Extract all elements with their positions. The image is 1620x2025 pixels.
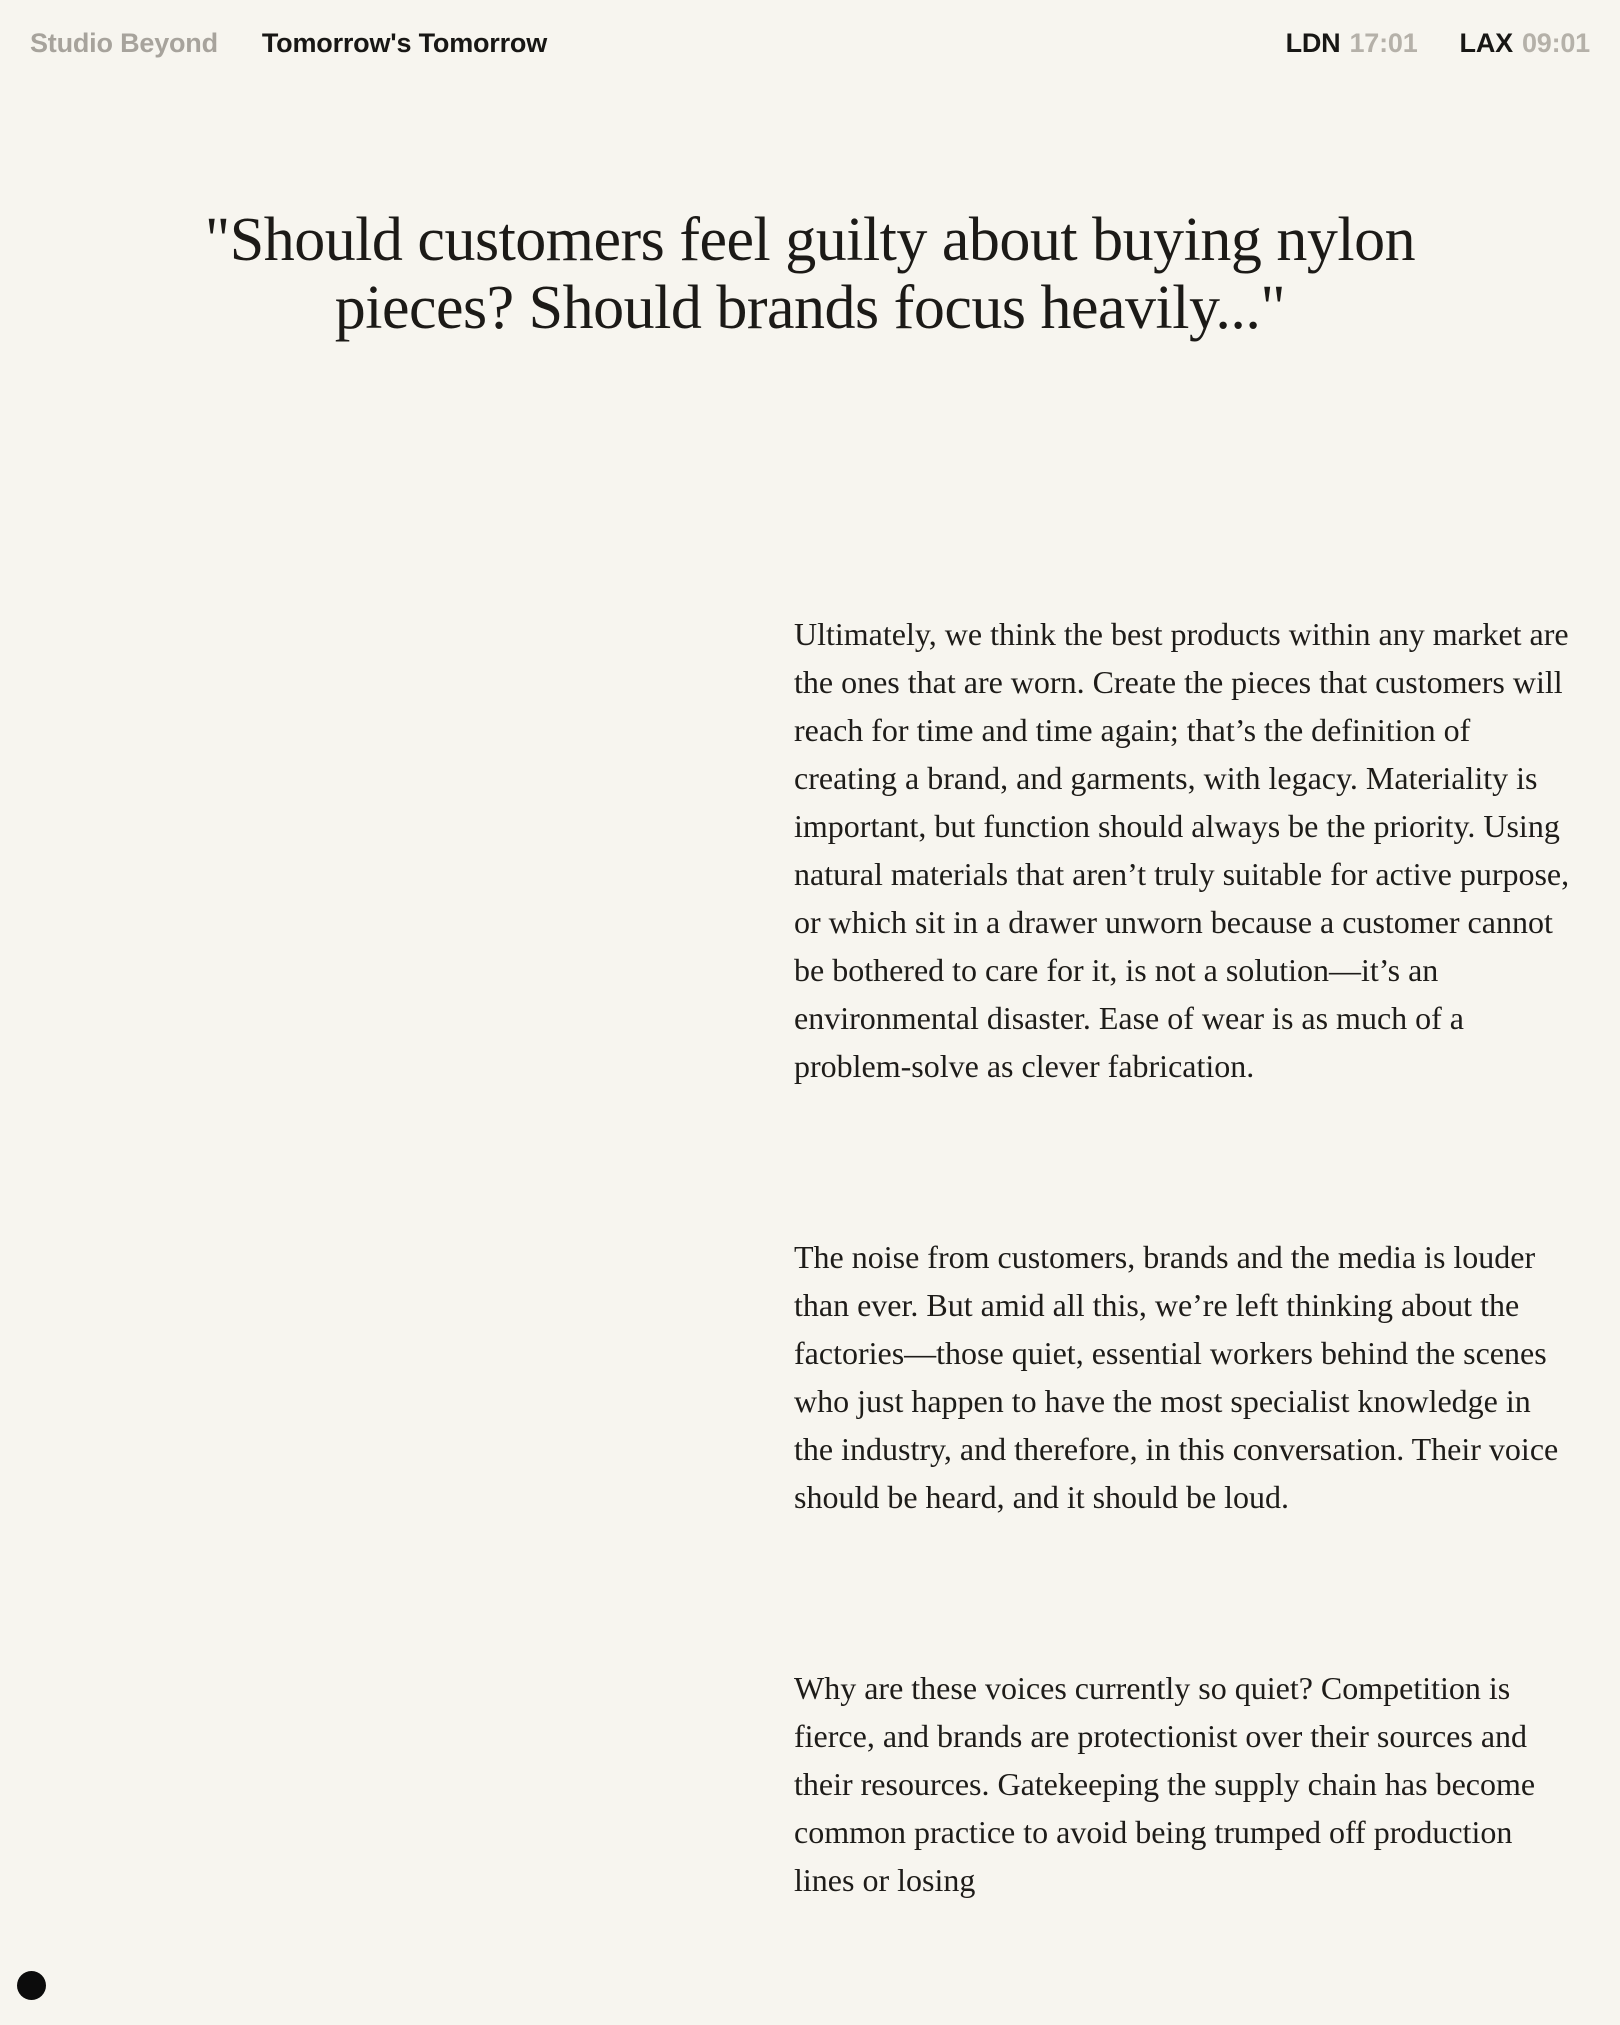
clock-ldn-time: 17:01 bbox=[1349, 28, 1418, 58]
article-body bbox=[794, 610, 1576, 1904]
quote-headline-line-2: pieces? Should brands focus heavily..." bbox=[334, 274, 1286, 342]
article-paragraph-3: Why are these voices currently so quiet? Competition is fierce, and brands are protectionist over their sources and their resources. Gatekeeping the supply chain has become common practice to avoid being trumped off production lines or losing bbox=[794, 1670, 1536, 1898]
top-bar bbox=[0, 0, 1620, 59]
quote-headline bbox=[0, 206, 1620, 342]
header-left-group bbox=[30, 28, 547, 59]
clock-lax bbox=[1460, 28, 1590, 59]
clock-lax-time: 09:01 bbox=[1521, 28, 1590, 58]
brand-link[interactable]: Studio Beyond bbox=[30, 28, 218, 58]
clock-ldn bbox=[1286, 28, 1418, 59]
article-paragraph-2: The noise from customers, brands and the media is louder than ever. But amid all this, we’re left thinking about the factories—those quiet, essential workers behind the scenes who just happen to have the most specialist knowledge in the industry, and therefore, in this conversation. Their voice should be heard, and it should be loud. bbox=[794, 1239, 1559, 1515]
quote-headline-line-1: "Should customers feel guilty about buying nylon bbox=[204, 206, 1416, 274]
clock-ldn-code: LDN bbox=[1285, 28, 1341, 58]
page-title: Tomorrow's Tomorrow bbox=[261, 28, 548, 58]
article-paragraph-1: Ultimately, we think the best products within any market are the ones that are worn. Create the pieces that customers will reach for time and time again; that’s the definition of creating a brand, and garments, with legacy. Materiality is important, but function should always be the priority. Using natural materials that aren’t truly suitable for active purpose, or which sit in a drawer unworn because a customer cannot be bothered to care for it, is not a solution—it’s an environmental disaster. Ease of wear is as much of a problem-solve as clever fabrication. bbox=[794, 616, 1570, 1084]
world-clocks bbox=[1286, 28, 1590, 59]
page-dot-button[interactable] bbox=[17, 1971, 46, 2000]
clock-lax-code: LAX bbox=[1459, 28, 1513, 58]
